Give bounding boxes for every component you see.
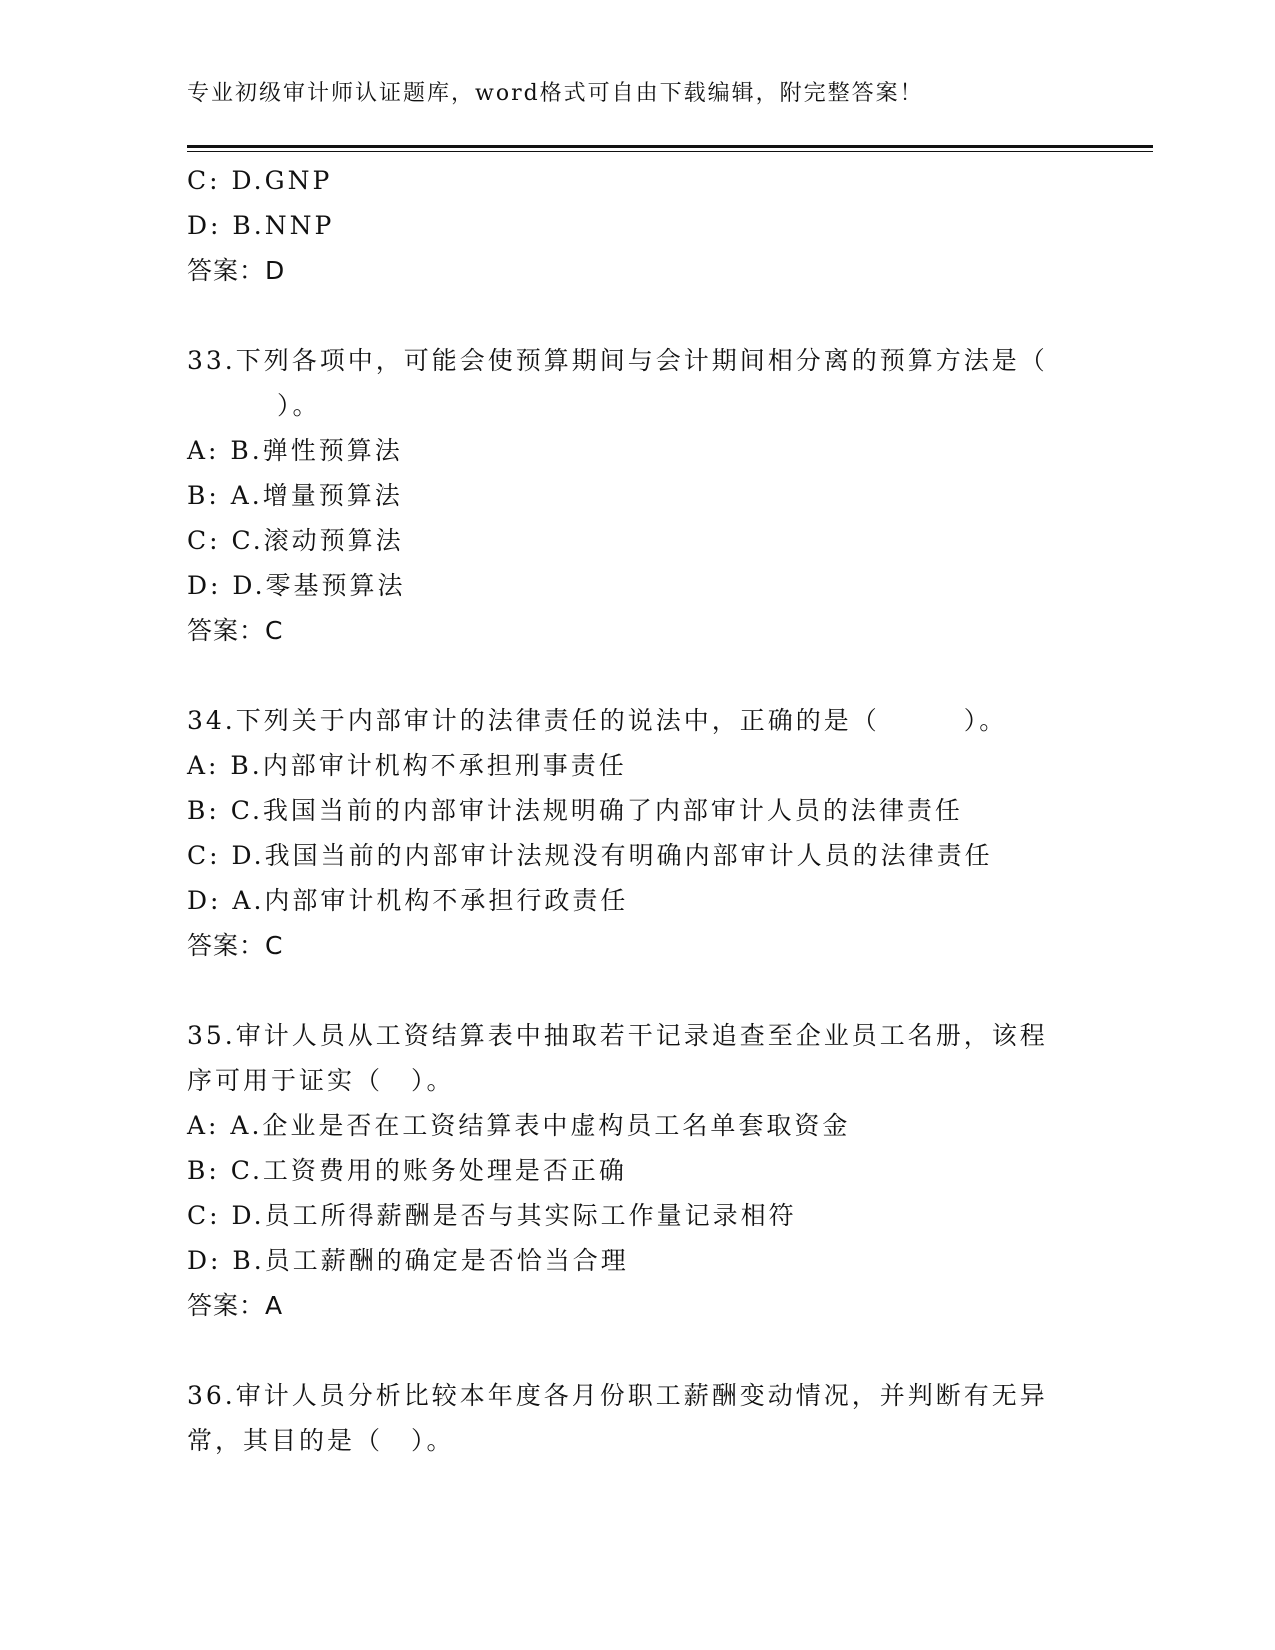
answer-line: 答案：D	[187, 256, 286, 285]
answer-line: 答案：C	[187, 931, 284, 960]
option-d: D: B.员工薪酬的确定是否恰当合理	[187, 1246, 629, 1275]
question-stem-continued: 序可用于证实（ ）。	[187, 1066, 455, 1095]
option-c: C: D.员工所得薪酬是否与其实际工作量记录相符	[187, 1201, 797, 1230]
document-body	[187, 158, 1087, 1463]
option-b: B: C.工资费用的账务处理是否正确	[187, 1156, 627, 1185]
header-rule-thin	[187, 151, 1153, 152]
option-c: C: D.我国当前的内部审计法规没有明确内部审计人员的法律责任	[187, 841, 993, 870]
answer-line: 答案：C	[187, 616, 284, 645]
option-c: C: D.GNP	[187, 166, 333, 195]
option-c: C: C.滚动预算法	[187, 526, 404, 555]
question-stem: 36.审计人员分析比较本年度各月份职工薪酬变动情况，并判断有无异	[187, 1381, 1048, 1410]
header-rule-thick	[187, 145, 1153, 148]
option-d: D: D.零基预算法	[187, 571, 406, 600]
option-a: A: A.企业是否在工资结算表中虚构员工名单套取资金	[187, 1111, 851, 1140]
option-b: B: C.我国当前的内部审计法规明确了内部审计人员的法律责任	[187, 796, 963, 825]
question-stem: 35.审计人员从工资结算表中抽取若干记录追查至企业员工名册，该程	[187, 1021, 1048, 1050]
question-stem: 33.下列各项中，可能会使预算期间与会计期间相分离的预算方法是（	[187, 346, 1048, 375]
option-d: D: B.NNP	[187, 211, 335, 240]
option-d: D: A.内部审计机构不承担行政责任	[187, 886, 629, 915]
question-stem-continued: ）。	[277, 391, 321, 420]
answer-line: 答案：A	[187, 1291, 284, 1320]
question-stem-continued: 常，其目的是（ ）。	[187, 1426, 455, 1455]
option-a: A: B.内部审计机构不承担刑事责任	[187, 751, 627, 780]
page-header: 专业初级审计师认证题库，word格式可自由下载编辑，附完整答案！	[187, 81, 924, 106]
question-stem: 34.下列关于内部审计的法律责任的说法中，正确的是（ ）。	[187, 706, 1008, 735]
option-a: A: B.弹性预算法	[187, 436, 403, 465]
option-b: B: A.增量预算法	[187, 481, 403, 510]
